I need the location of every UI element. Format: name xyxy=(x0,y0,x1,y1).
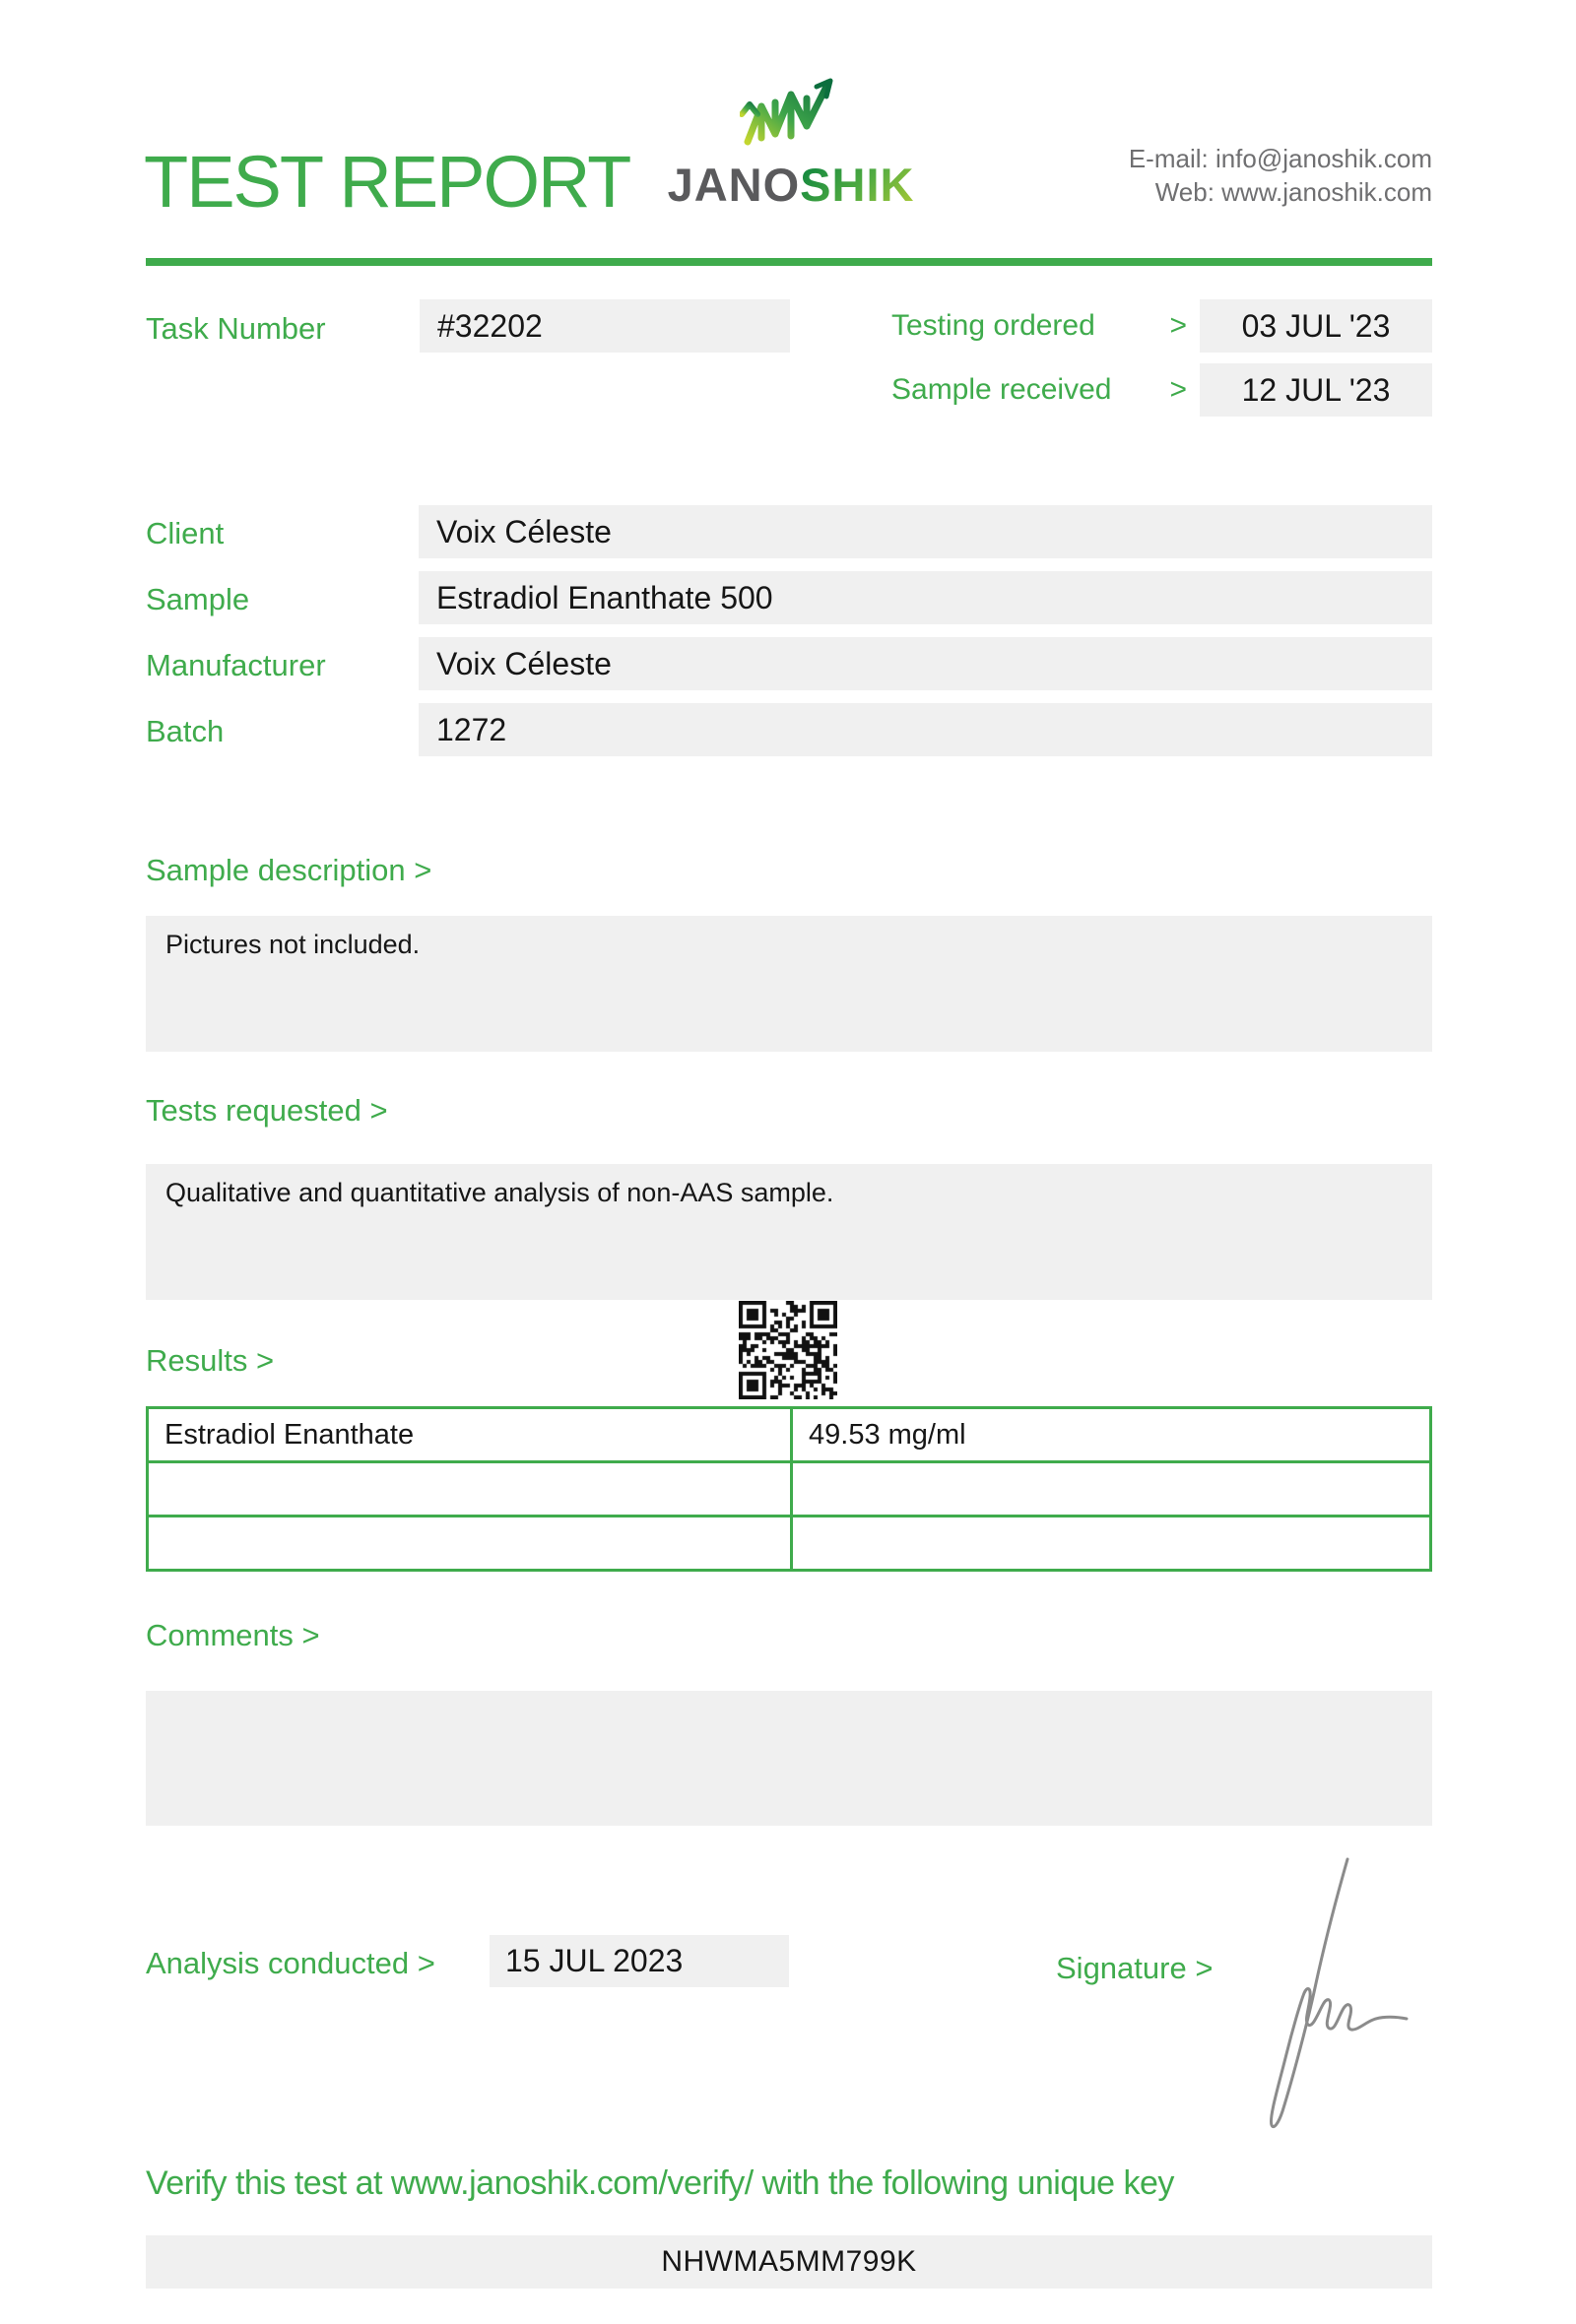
brand-logo xyxy=(667,73,915,212)
batch-label: Batch xyxy=(146,714,225,748)
sample-label: Sample xyxy=(146,582,250,616)
contact-email: E-mail: info@janoshik.com xyxy=(1128,144,1432,173)
contact-web: Web: www.janoshik.com xyxy=(1154,177,1432,207)
sample-value: Estradiol Enanthate 500 xyxy=(419,571,1432,624)
testing-ordered-value: 03 JUL '23 xyxy=(1200,299,1432,353)
sample-received-row xyxy=(891,363,1187,417)
analyte-cell xyxy=(148,1462,792,1517)
sample-description-box xyxy=(146,916,1432,1052)
arrow-glyph: > xyxy=(1169,373,1187,406)
task-number-label: Task Number xyxy=(146,311,326,346)
client-value: Voix Céleste xyxy=(419,505,1432,558)
comments-box xyxy=(146,1691,1432,1826)
analyte-cell xyxy=(148,1517,792,1571)
analyte-cell: Estradiol Enanthate xyxy=(148,1408,792,1462)
analysis-conducted-label: Analysis conducted > xyxy=(146,1946,435,1980)
batch-value: 1272 xyxy=(419,703,1432,756)
result-cell xyxy=(792,1517,1431,1571)
header-rule xyxy=(146,258,1432,266)
testing-ordered-label: Testing ordered xyxy=(891,309,1095,342)
verify-key: NHWMA5MM799K xyxy=(661,2245,917,2278)
page-title: TEST REPORT xyxy=(144,141,630,223)
signature-image xyxy=(1253,1853,1420,2139)
signature-label: Signature > xyxy=(1056,1951,1214,1985)
result-row xyxy=(148,1408,1431,1462)
tests-requested-text: Qualitative and quantitative analysis of non-AAS sample. xyxy=(165,1178,834,1207)
sample-received-value: 12 JUL '23 xyxy=(1200,363,1432,417)
analysis-conducted-value: 15 JUL 2023 xyxy=(490,1935,789,1987)
brand-shik: SHIK xyxy=(800,159,915,211)
testing-ordered-row xyxy=(891,299,1187,353)
chart-up-logo-icon xyxy=(740,73,842,156)
result-row xyxy=(148,1517,1431,1571)
sample-description-text: Pictures not included. xyxy=(165,930,421,959)
sample-received-label: Sample received xyxy=(891,373,1112,406)
verify-instruction: Verify this test at www.janoshik.com/verify/ with the following unique key xyxy=(146,2164,1174,2202)
client-label: Client xyxy=(146,516,225,550)
comments-heading: Comments > xyxy=(146,1618,320,1652)
qr-code xyxy=(739,1301,837,1399)
contact-block xyxy=(1129,142,1432,209)
manufacturer-label: Manufacturer xyxy=(146,648,326,682)
verify-key-box xyxy=(146,2235,1432,2289)
result-cell: 49.53 mg/ml xyxy=(792,1408,1431,1462)
sample-description-heading: Sample description > xyxy=(146,853,432,887)
brand-jano: JANO xyxy=(667,159,801,211)
tests-requested-box xyxy=(146,1164,1432,1300)
results-heading: Results > xyxy=(146,1343,275,1378)
tests-requested-heading: Tests requested > xyxy=(146,1093,388,1128)
result-cell xyxy=(792,1462,1431,1517)
manufacturer-value: Voix Céleste xyxy=(419,637,1432,690)
arrow-glyph: > xyxy=(1169,309,1187,342)
results-table xyxy=(146,1406,1432,1572)
task-number-value: #32202 xyxy=(420,299,790,353)
brand-wordmark xyxy=(668,158,915,212)
result-row xyxy=(148,1462,1431,1517)
